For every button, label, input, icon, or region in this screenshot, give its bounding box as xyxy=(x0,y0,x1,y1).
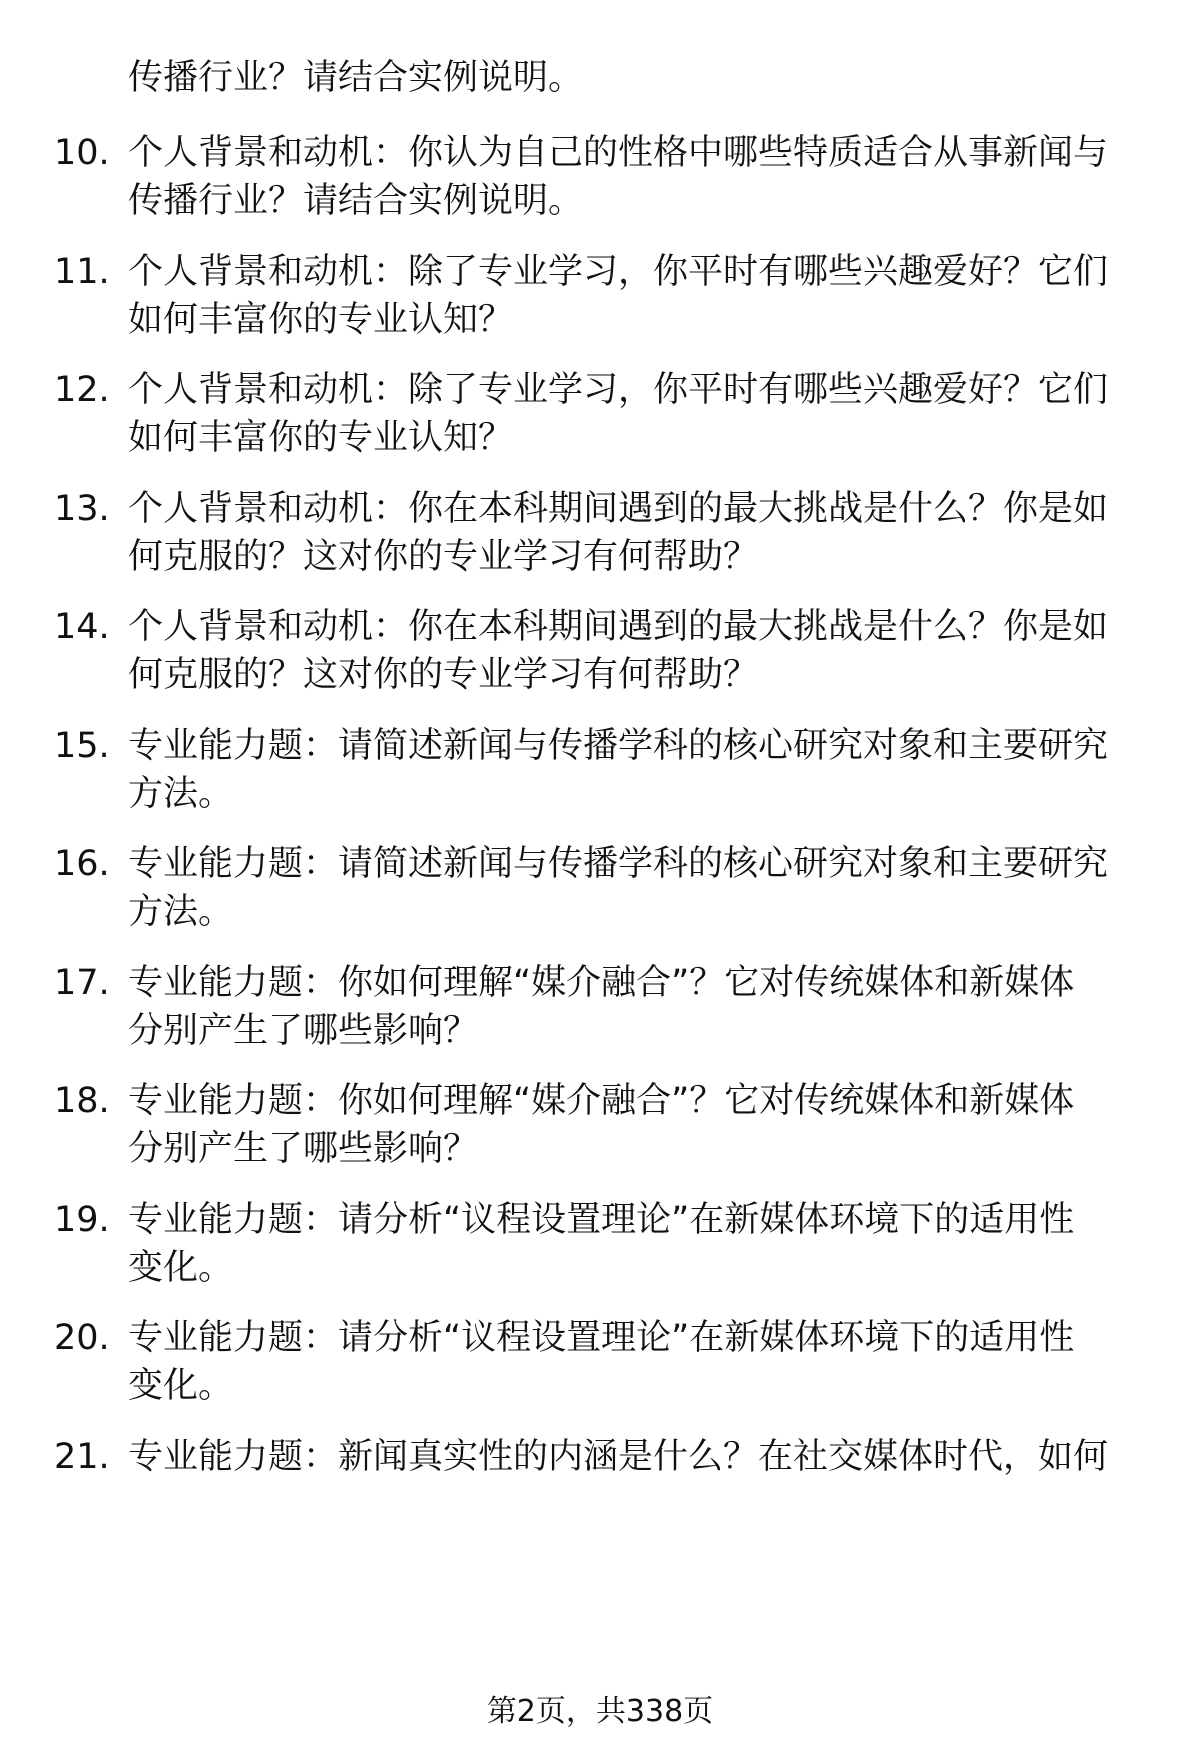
item-text-line: 专业能力题：你如何理解“媒介融合”？它对传统媒体和新媒体 xyxy=(128,1081,1075,1121)
item-text-line: 专业能力题：请简述新闻与传播学科的核心研究对象和主要研究 xyxy=(128,844,1109,884)
item-text-line: 变化。 xyxy=(128,1248,234,1288)
item-number: 21. xyxy=(54,1437,110,1477)
item-text-line: 方法。 xyxy=(128,892,234,932)
item-number: 12. xyxy=(54,370,110,410)
item-number: 20. xyxy=(54,1318,110,1358)
item-text-line: 专业能力题：请分析“议程设置理论”在新媒体环境下的适用性 xyxy=(128,1200,1075,1240)
item-text-line: 何克服的？这对你的专业学习有何帮助？ xyxy=(128,655,759,695)
item-number: 17. xyxy=(54,963,110,1003)
item-text-line: 方法。 xyxy=(128,774,234,814)
item-text-line: 专业能力题：请分析“议程设置理论”在新媒体环境下的适用性 xyxy=(128,1318,1075,1358)
item-text-line: 个人背景和动机：你在本科期间遇到的最大挑战是什么？你是如 xyxy=(128,489,1109,529)
item-text-line: 如何丰富你的专业认知？ xyxy=(128,418,514,458)
page-footer: 第2页，共338页 xyxy=(486,1694,714,1729)
item-text-line: 个人背景和动机：你在本科期间遇到的最大挑战是什么？你是如 xyxy=(128,607,1109,647)
item-number: 13. xyxy=(54,489,110,529)
item-text-line: 个人背景和动机：除了专业学习，你平时有哪些兴趣爱好？它们 xyxy=(128,252,1109,292)
item-number: 15. xyxy=(54,726,110,766)
item-text-line: 变化。 xyxy=(128,1366,234,1406)
item-number: 19. xyxy=(54,1200,110,1240)
item-number: 11. xyxy=(54,252,110,292)
item-text-line: 专业能力题：新闻真实性的内涵是什么？在社交媒体时代，如何 xyxy=(128,1437,1109,1477)
item-text-line: 专业能力题：请简述新闻与传播学科的核心研究对象和主要研究 xyxy=(128,726,1109,766)
item-text-line: 分别产生了哪些影响？ xyxy=(128,1011,479,1051)
item-text-line: 个人背景和动机：你认为自己的性格中哪些特质适合从事新闻与 xyxy=(128,133,1109,173)
continuation-line: 传播行业？请结合实例说明。 xyxy=(128,58,584,98)
item-number: 18. xyxy=(54,1081,110,1121)
item-text-line: 如何丰富你的专业认知？ xyxy=(128,300,514,340)
item-text-line: 何克服的？这对你的专业学习有何帮助？ xyxy=(128,537,759,577)
item-text-line: 个人背景和动机：除了专业学习，你平时有哪些兴趣爱好？它们 xyxy=(128,370,1109,410)
item-number: 10. xyxy=(54,133,110,173)
item-text-line: 传播行业？请结合实例说明。 xyxy=(128,181,584,221)
item-number: 14. xyxy=(54,607,110,647)
item-number: 16. xyxy=(54,844,110,884)
item-text-line: 分别产生了哪些影响？ xyxy=(128,1129,479,1169)
item-text-line: 专业能力题：你如何理解“媒介融合”？它对传统媒体和新媒体 xyxy=(128,963,1075,1003)
